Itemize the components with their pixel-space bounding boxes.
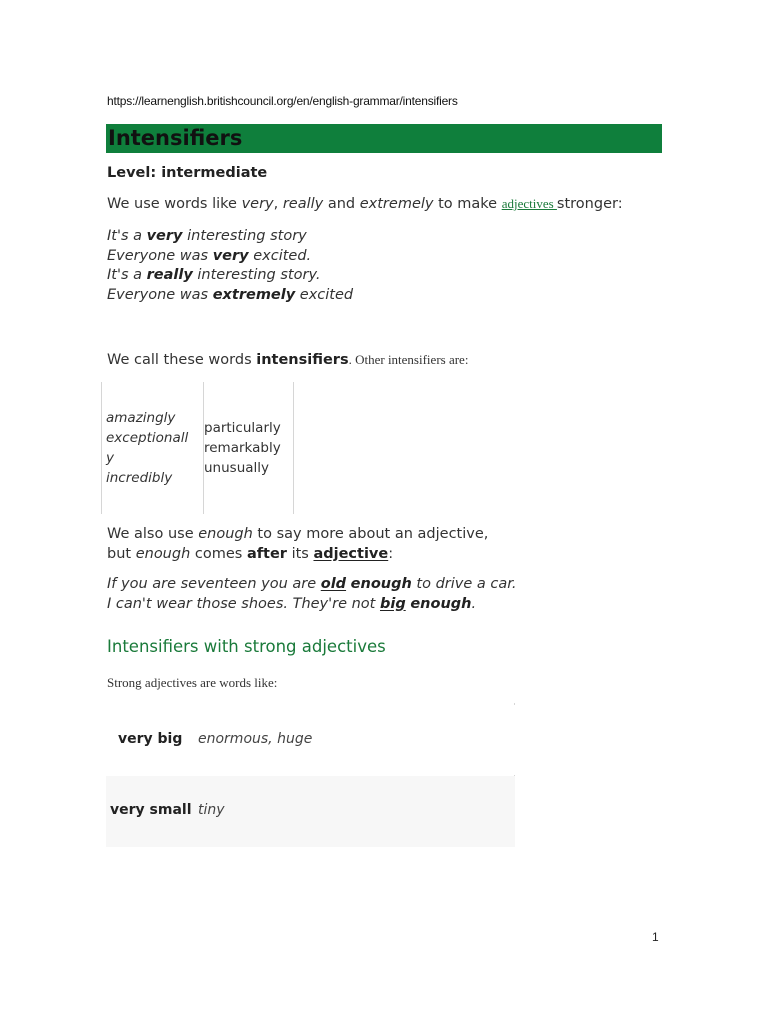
example-pre: Everyone was bbox=[107, 247, 213, 264]
intensifier-item: exceptionall bbox=[106, 430, 189, 446]
intensifier-item: amazingly bbox=[106, 410, 176, 426]
source-url[interactable]: https://learnenglish.britishcouncil.org/en/english-grammar/intensifiers bbox=[107, 94, 458, 108]
call-paragraph bbox=[107, 352, 468, 368]
section-heading: Intensifiers with strong adjectives bbox=[107, 637, 386, 656]
intensifier-item: particularly bbox=[204, 420, 281, 436]
word-adjective: adjective bbox=[313, 545, 389, 562]
text: If you are seventeen you are bbox=[107, 576, 321, 592]
table-row bbox=[106, 705, 515, 775]
word-enough: enough bbox=[135, 545, 191, 562]
example-bold: very bbox=[146, 228, 183, 244]
example-bold: extremely bbox=[212, 286, 296, 303]
example-post: excited bbox=[295, 286, 354, 303]
enough-example-line bbox=[107, 575, 517, 595]
enough-paragraph bbox=[107, 525, 488, 564]
example-bold: really bbox=[146, 267, 193, 283]
section-intro: Strong adjectives are words like: bbox=[107, 675, 278, 690]
text: to drive a car. bbox=[411, 576, 517, 592]
intensifier-item: unusually bbox=[204, 460, 270, 476]
page-number: 1 bbox=[652, 930, 659, 944]
text: We also use bbox=[107, 526, 199, 542]
example-line bbox=[107, 266, 353, 286]
examples-block bbox=[107, 227, 353, 305]
example-bold: very bbox=[212, 247, 249, 264]
word-enough: enough bbox=[198, 526, 253, 542]
intro-text-4: to make bbox=[433, 196, 502, 212]
enough-examples bbox=[107, 575, 517, 614]
enough-line-2 bbox=[107, 545, 488, 565]
intro-word-really: really bbox=[282, 196, 324, 212]
enough-line-1 bbox=[107, 525, 488, 545]
example-line bbox=[107, 227, 353, 247]
example-pre: Everyone was bbox=[107, 286, 213, 303]
table-divider bbox=[101, 382, 102, 514]
text: . bbox=[471, 595, 477, 612]
intensifier-column-2 bbox=[204, 418, 281, 478]
adjectives-link[interactable]: adjectives bbox=[501, 196, 557, 211]
example-pre: It's a bbox=[107, 267, 147, 283]
word-after: after bbox=[246, 545, 287, 562]
strong-key: very small bbox=[110, 802, 192, 818]
level-label: Level: bbox=[107, 165, 157, 181]
table-row bbox=[106, 776, 515, 847]
intensifier-item: y bbox=[106, 450, 114, 466]
example-line bbox=[107, 286, 353, 306]
table-divider bbox=[293, 382, 294, 514]
intensifier-item: remarkably bbox=[204, 440, 281, 456]
text: I can't wear those shoes. They're not bbox=[107, 595, 380, 612]
text: but bbox=[107, 545, 136, 562]
call-text-2: . Other intensifiers are: bbox=[348, 352, 469, 367]
level-value: intermediate bbox=[161, 165, 268, 181]
intro-text-5: stronger: bbox=[556, 196, 623, 212]
example-post: excited. bbox=[248, 247, 312, 264]
page-title: Intensifiers bbox=[108, 126, 243, 150]
strong-value: enormous, huge bbox=[198, 731, 313, 747]
intro-text-1: We use words like bbox=[107, 196, 242, 212]
text: its bbox=[286, 545, 314, 562]
call-text: We call these words bbox=[107, 352, 257, 368]
intro-text-3: and bbox=[323, 196, 360, 212]
word-enough: enough bbox=[350, 576, 412, 592]
intro-text-2: , bbox=[273, 196, 283, 212]
example-pre: It's a bbox=[107, 228, 147, 244]
word-enough: enough bbox=[410, 595, 472, 612]
strong-value: tiny bbox=[198, 802, 225, 818]
enough-example-line bbox=[107, 595, 517, 615]
example-post: interesting story. bbox=[192, 267, 321, 283]
word-big: big bbox=[379, 595, 406, 612]
intensifier-item: incredibly bbox=[106, 470, 173, 486]
intro-word-very: very bbox=[241, 196, 274, 212]
example-line bbox=[107, 247, 353, 267]
text: : bbox=[388, 545, 394, 562]
call-bold-intensifiers: intensifiers bbox=[256, 352, 349, 368]
level-line bbox=[107, 165, 267, 181]
word-old: old bbox=[320, 576, 347, 592]
text: to say more about an adjective, bbox=[252, 526, 489, 542]
intro-paragraph bbox=[107, 196, 623, 212]
intro-word-extremely: extremely bbox=[359, 196, 434, 212]
strong-key: very big bbox=[118, 731, 183, 747]
example-post: interesting story bbox=[182, 228, 307, 244]
intensifier-column-1 bbox=[106, 408, 188, 488]
text: comes bbox=[190, 545, 247, 562]
